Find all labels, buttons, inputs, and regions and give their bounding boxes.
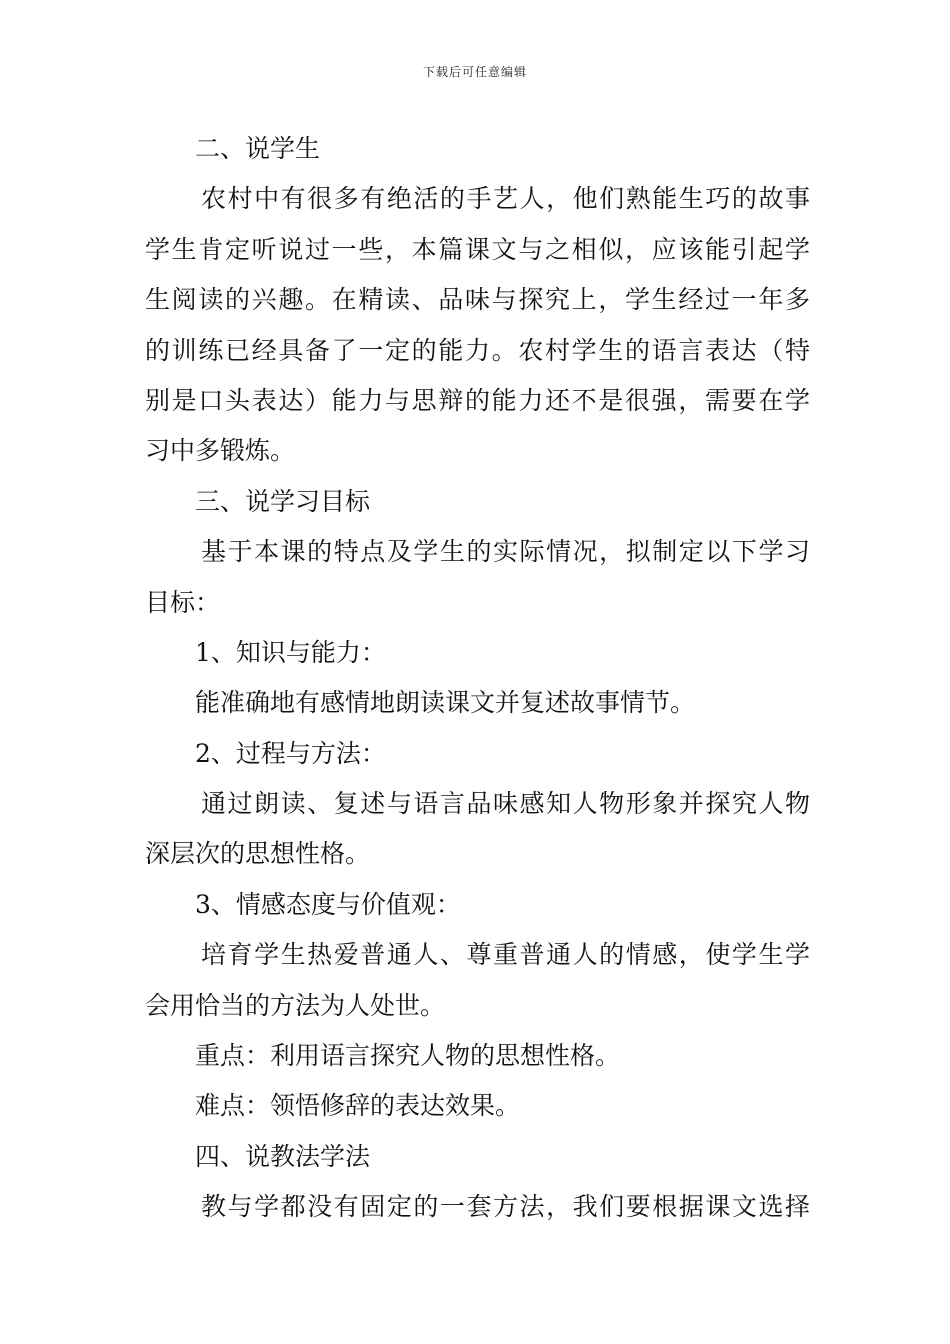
text-line: 生阅读的兴趣。在精读、品味与探究上，学生经过一年多 [145,285,810,315]
text-line: 基于本课的特点及学生的实际情况，拟制定以下学习 [201,537,810,567]
text-line: 深层次的思想性格。 [145,839,371,869]
text-line: 能准确地有感情地朗读课文并复述故事情节。 [195,688,696,718]
text-line: 教与学都没有固定的一套方法，我们要根据课文选择 [201,1192,810,1222]
text-line: 的训练已经具备了一定的能力。农村学生的语言表达（特 [145,335,810,365]
text-line: 难点：领悟修辞的表达效果。 [195,1091,521,1121]
document-body [145,124,810,1233]
text-line: 农村中有很多有绝活的手艺人，他们熟能生巧的故事 [201,184,810,214]
text-line: 3、情感态度与价值观： [195,889,461,919]
text-line: 通过朗读、复述与语言品味感知人物形象并探究人物 [201,789,810,819]
text-line: 目标： [145,587,221,617]
text-line: 二、说学生 [195,134,321,163]
text-line: 会用恰当的方法为人处世。 [145,990,446,1020]
text-line: 习中多锻炼。 [145,436,296,466]
text-line: 重点：利用语言探究人物的思想性格。 [195,1041,621,1071]
text-line: 1、知识与能力： [195,637,386,667]
text-line: 学生肯定听说过一些，本篇课文与之相似，应该能引起学 [145,234,810,264]
text-line: 2、过程与方法： [195,738,386,768]
text-line: 三、说学习目标 [195,486,371,516]
text-line: 别是口头表达）能力与思辩的能力还不是很强，需要在学 [145,385,810,415]
page-header: 下载后可任意编辑 [422,65,527,79]
text-line: 培育学生热爱普通人、尊重普通人的情感，使学生学 [201,940,810,970]
text-line: 四、说教法学法 [195,1141,371,1171]
